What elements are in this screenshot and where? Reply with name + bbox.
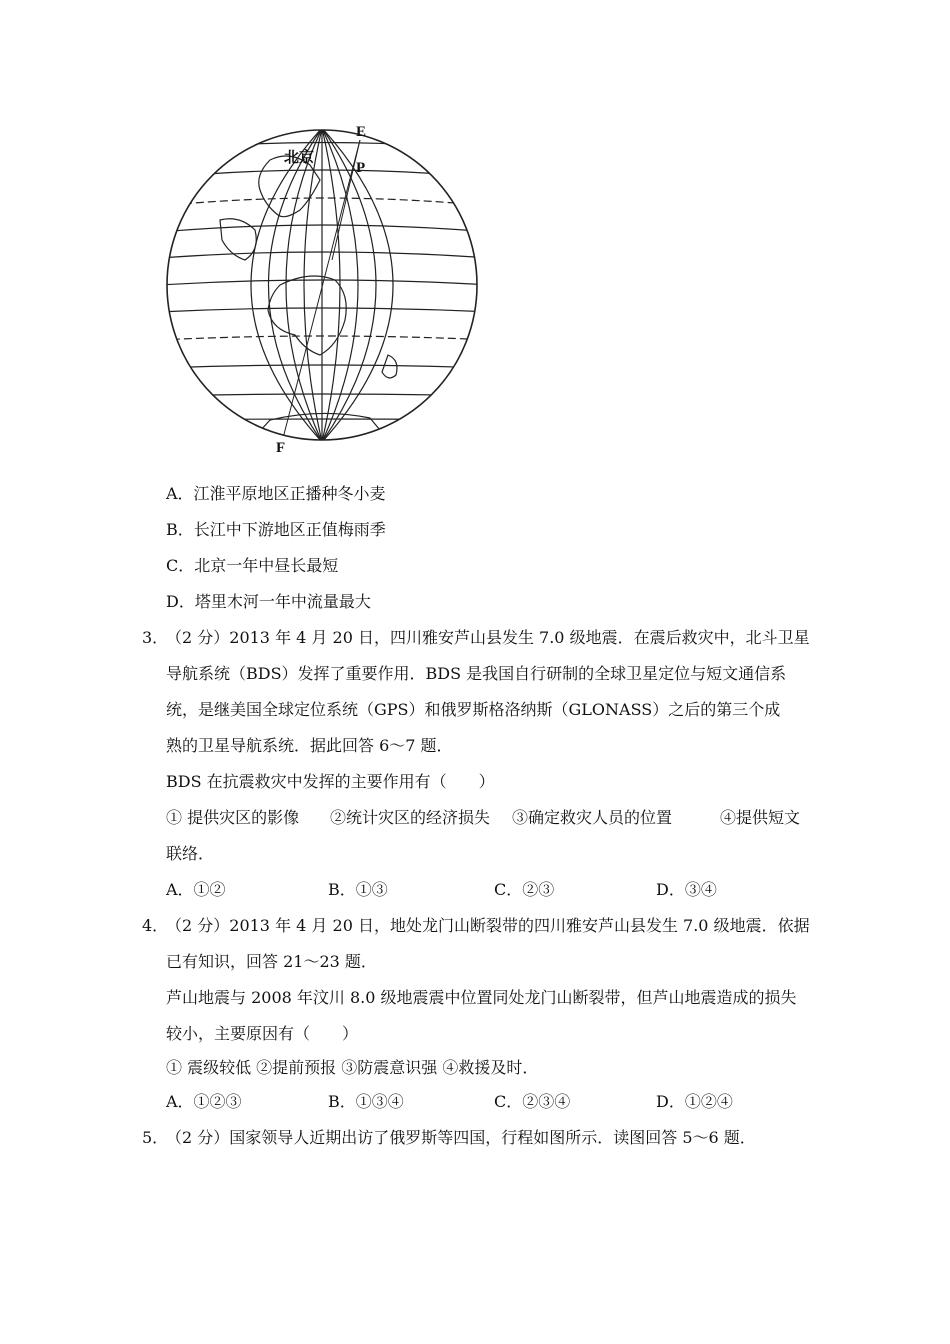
q5-line-1: （2 分）国家领导人近期出访了俄罗斯等四国，行程如图所示．读图回答 5～6 题．: [166, 1128, 756, 1147]
globe-figure: [160, 120, 490, 460]
q4-option-d: D．①②④: [656, 1092, 733, 1111]
q3-item-3: ③确定救灾人员的位置: [512, 808, 673, 827]
q3-item-1: ① 提供灾区的影像: [166, 808, 300, 827]
q3-line-3: 统，是继美国全球定位系统（GPS）和俄罗斯格洛纳斯（GLONASS）之后的第三个成: [166, 700, 781, 719]
q3-item-4: ④提供短文: [720, 808, 801, 827]
q2-option-c: C．北京一年中昼长最短: [166, 556, 339, 575]
q4-option-a: A．①②③: [166, 1092, 242, 1111]
q3-option-b: B．①③: [328, 880, 388, 899]
q3-item-4-cont: 联络．: [166, 844, 215, 863]
label-e: E: [356, 124, 367, 140]
q4-line-4: 较小，主要原因有（ ）: [166, 1024, 359, 1043]
label-f: F: [276, 440, 286, 456]
q4-line-1: （2 分）2013 年 4 月 20 日，地处龙门山断裂带的四川雅安芦山县发生 7.0 级地震．依据: [166, 916, 810, 935]
q4-number: 4．: [142, 916, 169, 935]
globe-map-icon: [160, 120, 490, 460]
q4-line-2: 已有知识，回答 21～23 题．: [166, 952, 377, 971]
q3-line-4: 熟的卫星导航系统．据此回答 6～7 题．: [166, 736, 453, 755]
q3-number: 3．: [142, 628, 169, 647]
q3-option-a: A．①②: [166, 880, 226, 899]
q4-items: ① 震级较低 ②提前预报 ③防震意识强 ④救援及时．: [166, 1058, 539, 1077]
q3-option-c: C．②③: [494, 880, 555, 899]
q3-option-d: D．③④: [656, 880, 717, 899]
q4-option-b: B．①③④: [328, 1092, 404, 1111]
q5-number: 5．: [142, 1128, 169, 1147]
q4-option-c: C．②③④: [494, 1092, 571, 1111]
q3-line-1: （2 分）2013 年 4 月 20 日，四川雅安芦山县发生 7.0 级地震．在震后救灾中，北斗卫星: [166, 628, 810, 647]
q2-option-b: B．长江中下游地区正值梅雨季: [166, 520, 386, 539]
q3-stem: BDS 在抗震救灾中发挥的主要作用有（ ）: [166, 772, 495, 791]
q2-option-a: A．江淮平原地区正播种冬小麦: [166, 484, 386, 503]
q3-item-2: ②统计灾区的经济损失: [330, 808, 491, 827]
q4-line-3: 芦山地震与 2008 年汶川 8.0 级地震震中位置同处龙门山断裂带，但芦山地震造成的损失: [166, 988, 797, 1007]
q3-line-2: 导航系统（BDS）发挥了重要作用．BDS 是我国自行研制的全球卫星定位与短文通信系: [166, 664, 787, 683]
q2-option-d: D．塔里木河一年中流量最大: [166, 592, 371, 611]
label-p: P: [356, 160, 366, 176]
label-beijing: 北京: [284, 150, 315, 166]
